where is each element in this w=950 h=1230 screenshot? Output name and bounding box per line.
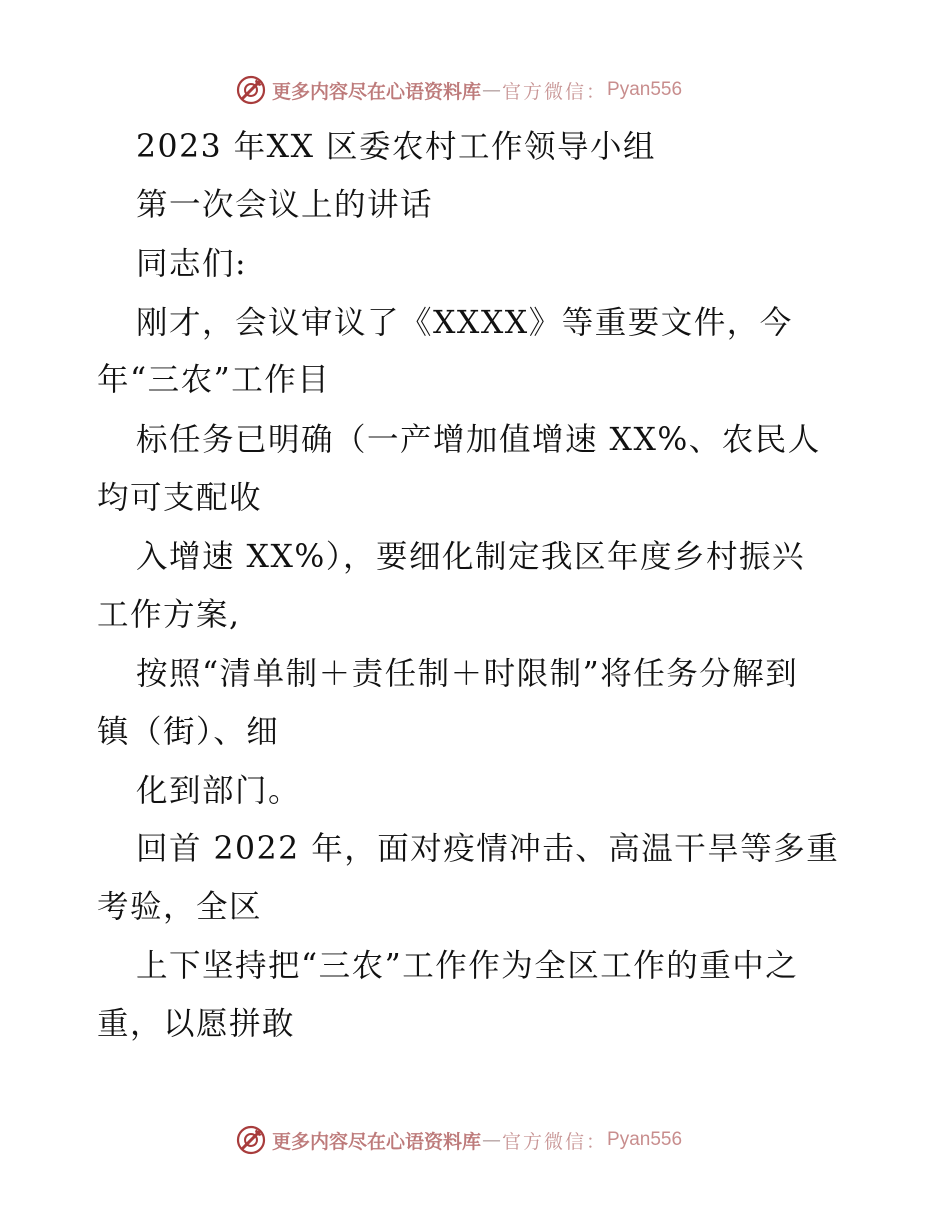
paragraph-line: 按照“清单制＋责任制＋时限制”将任务分解到 bbox=[136, 656, 799, 692]
document-subtitle: 第一次会议上的讲话 bbox=[136, 187, 434, 223]
paragraph-line: 镇（街）、细 bbox=[97, 714, 280, 750]
banner-dash: — bbox=[482, 79, 502, 101]
paragraph-line: 入增速 XX%），要细化制定我区年度乡村振兴 bbox=[136, 539, 806, 575]
banner-site-text: 更多内容尽在心语资料库 bbox=[272, 1130, 482, 1153]
document-title: 2023 年XX 区委农村工作领导小组 bbox=[136, 129, 657, 165]
paragraph-line: 考验，全区 bbox=[97, 889, 263, 925]
banner-official-label: 官方微信： bbox=[502, 1130, 608, 1153]
banner-official-label: 官方微信： bbox=[502, 80, 608, 103]
banner-dash: — bbox=[482, 1129, 502, 1151]
salutation: 同志们: bbox=[136, 246, 248, 282]
paragraph-line: 均可支配收 bbox=[97, 480, 263, 516]
paragraph-line: 标任务已明确（一产增加值增速 XX%、农民人 bbox=[136, 422, 821, 458]
header-watermark-banner bbox=[234, 70, 682, 110]
paragraph-line: 刚才，会议审议了《XXXX》等重要文件，今 bbox=[136, 305, 793, 341]
paragraph-line: 工作方案, bbox=[97, 597, 241, 633]
paragraph-line: 化到部门。 bbox=[136, 773, 302, 809]
paragraph-line: 年“三农”工作目 bbox=[97, 362, 331, 398]
logo-icon bbox=[234, 1123, 268, 1157]
paragraph-line: 重，以愿拼敢 bbox=[97, 1006, 296, 1042]
banner-wechat-id: Pyan556 bbox=[607, 79, 683, 100]
footer-watermark-banner bbox=[234, 1120, 682, 1160]
paragraph-line: 回首 2022 年，面对疫情冲击、高温干旱等多重 bbox=[136, 831, 840, 867]
banner-site-text: 更多内容尽在心语资料库 bbox=[272, 80, 482, 103]
paragraph-line: 上下坚持把“三农”工作作为全区工作的重中之 bbox=[136, 948, 799, 984]
banner-wechat-id: Pyan556 bbox=[607, 1129, 683, 1150]
logo-icon bbox=[234, 73, 268, 107]
